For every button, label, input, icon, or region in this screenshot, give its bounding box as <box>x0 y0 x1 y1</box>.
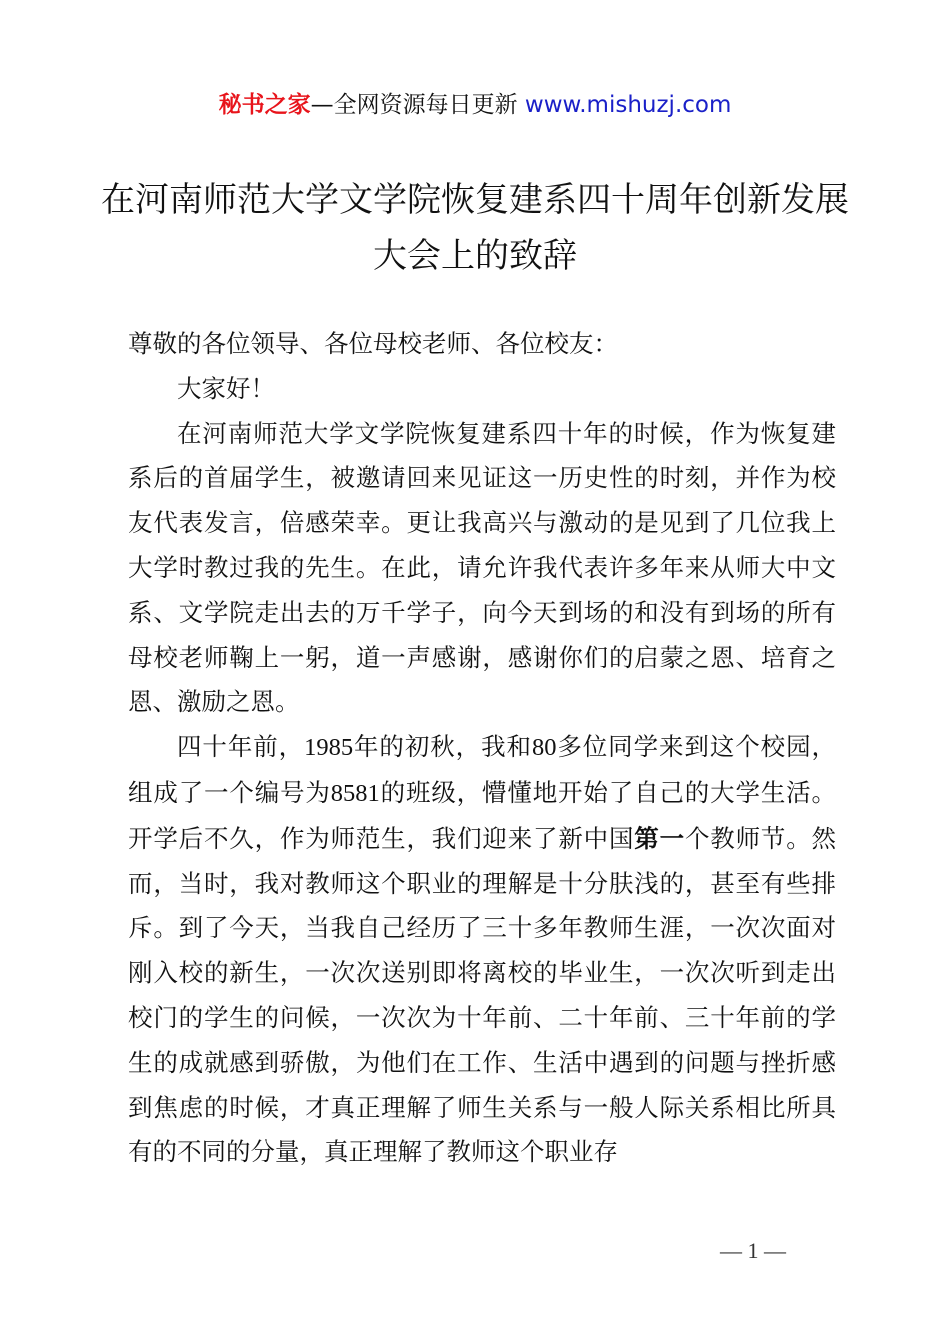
class-number: 8581 <box>330 779 380 807</box>
greeting: 大家好！ <box>177 373 275 403</box>
year-number: 1985 <box>304 734 354 762</box>
document-title: 在河南师范大学文学院恢复建系四十周年创新发展大会上的致辞 <box>101 180 849 276</box>
site-url-link[interactable]: www.mishuzj.com <box>524 92 732 118</box>
paragraph-2-text: 个教师节。然而，当时，我对教师这个职业的理解是十分肤浅的，甚至有些排斥。到了今天，当我自己经历了三十多年教师生涯，一次次面对刚入校的新生，一次次送别即将离校的毕业生，一次次听到走出校门的学生的问候，一次次为十年前、二十年前、三十年前的学生的成就感到骄傲，为他们在工作、生活中遇到的问题与挫折感到焦虑的时候，才真正理解了师生关系与一般人际关系相比所具有的不同的分量，真正理解了教师这个职业存 <box>128 823 837 1167</box>
student-count: 80 <box>531 734 557 762</box>
paragraph-2-text: 多位同学来到这个校园，组成了一个编号为 <box>128 732 837 807</box>
paragraph-2-text: 的班级，懵懂地开始了自己的大学生活。开学后不久，作为师范生，我们迎来了新中国 <box>128 777 837 853</box>
emphasis-text: 第一 <box>634 823 685 853</box>
paragraph-2 <box>128 725 836 1175</box>
salutation: 尊敬的各位领导、各位母校老师、各位校友： <box>128 329 618 358</box>
paragraph-2-text: 年的初秋，我和 <box>353 732 532 762</box>
header-tagline: —全网资源每日更新 <box>310 92 525 118</box>
brand-name: 秘书之家 <box>218 92 311 118</box>
paragraph-2-text: 四十年前， <box>177 732 305 762</box>
document-body <box>128 322 836 1175</box>
site-header <box>0 88 950 122</box>
paragraph-1: 在河南师范大学文学院恢复建系四十年的时候，作为恢复建系后的首届学生，被邀请回来见证这一历史性的时刻，并作为校友代表发言，倍感荣幸。更让我高兴与激动的是见到了几位我上大学时教过我的先生。在此，请允许我代表许多年来从师大中文系、文学院走出去的万千学子，向今天到场的和没有到场的所有母校老师鞠上一躬，道一声感谢，感谢你们的启蒙之恩、培育之恩、激励之恩。 <box>128 418 836 717</box>
page-number: — 1 — <box>720 1238 786 1263</box>
